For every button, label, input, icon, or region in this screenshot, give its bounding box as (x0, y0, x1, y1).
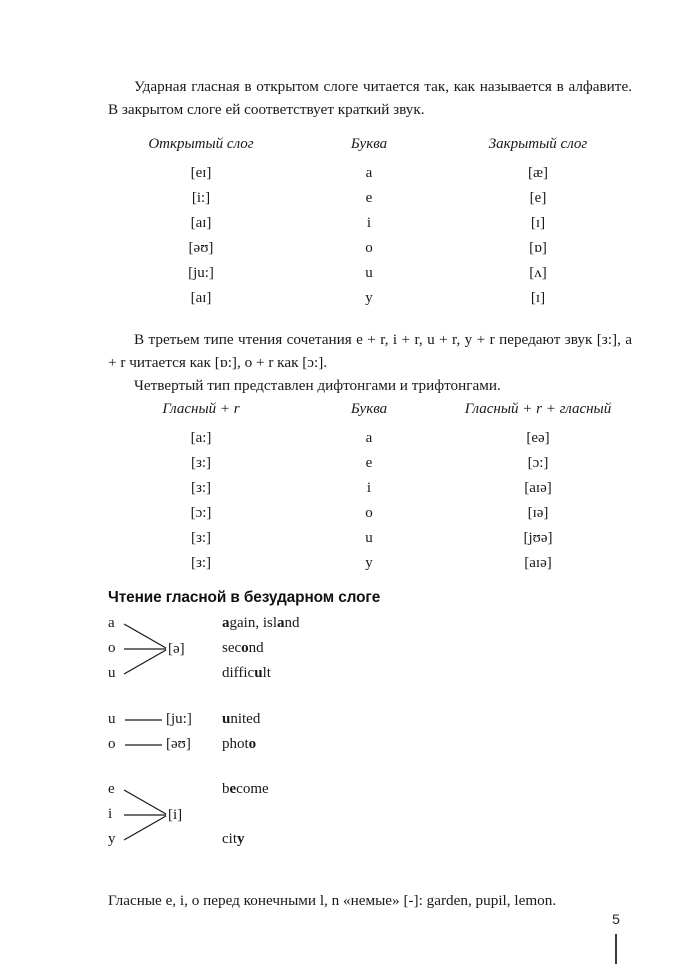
example-word (222, 661, 522, 686)
brace-group-short-i (108, 777, 528, 855)
cell-letter: e (365, 190, 373, 206)
table-row (108, 426, 632, 451)
cell-vowel-r: [з:] (190, 530, 212, 546)
bold-letter: o (241, 640, 249, 656)
bold-letter: e (229, 781, 237, 797)
brace-group-long-vowels (108, 707, 528, 757)
table-row (108, 526, 632, 551)
table-header-row (108, 136, 632, 161)
third-type-paragraph: В третьем типе чтения сочетания e + r, i + r, u + r, y + r передают звук [з:], a + r читается как [ɒ:], o + r как [ɔ:]. (108, 331, 632, 372)
cell-vowel-r-vowel: [ɪə] (527, 505, 549, 521)
group-phoneme: [i] (168, 807, 183, 823)
cell-vowel-r-vowel: [aɪə] (524, 480, 552, 496)
brace-connector-icon (122, 611, 172, 689)
cell-letter: i (366, 480, 372, 496)
cell-open: [i:] (191, 190, 211, 206)
cell-closed: [ɒ] (529, 240, 547, 256)
table-row (108, 451, 632, 476)
example-text: sec (222, 640, 242, 656)
cell-letter: o (365, 240, 373, 256)
cell-closed: [ɪ] (530, 290, 546, 306)
bold-letter: y (237, 831, 245, 847)
group-letter: a (108, 615, 115, 631)
example-spacer (222, 802, 522, 827)
brace-group-schwa (108, 611, 528, 689)
bold-letter: u (222, 711, 231, 727)
example-word (222, 611, 522, 636)
cell-letter: u (365, 265, 373, 281)
example-text: nited (230, 711, 261, 727)
group-letter: i (108, 806, 113, 822)
page-number: 5 (612, 911, 620, 927)
cell-closed: [e] (529, 190, 547, 206)
group-letter: o (108, 640, 116, 656)
table-row (108, 501, 632, 526)
group-letter: u (108, 711, 116, 727)
cell-open: [əʊ] (188, 240, 214, 256)
final-paragraph: Гласные e, i, o перед конечными l, n «немые» [-]: garden, pupil, lemon. (108, 892, 557, 910)
table-row (108, 211, 632, 236)
examples-column (222, 611, 522, 686)
group-letter: o (108, 736, 116, 752)
example-word (222, 827, 522, 852)
group-letter: e (108, 781, 115, 797)
cell-vowel-r: [a:] (190, 430, 212, 446)
example-text: lt (262, 665, 271, 681)
example-text: phot (222, 736, 249, 752)
cell-closed: [ʌ] (529, 265, 547, 281)
header-open-syllable: Открытый слог (148, 136, 254, 152)
cell-letter: y (365, 290, 373, 306)
cell-letter: u (365, 530, 373, 546)
bold-letter: u (254, 665, 263, 681)
table-row (108, 186, 632, 211)
example-text: cit (222, 831, 237, 847)
cell-vowel-r-vowel: [jʊə] (523, 530, 553, 546)
table-row (108, 476, 632, 501)
group-letter: y (108, 831, 116, 847)
header-vowel-r: Гласный + r (162, 401, 240, 417)
table-row (108, 551, 632, 576)
table-row (108, 161, 632, 186)
cell-letter: e (365, 455, 373, 471)
cell-vowel-r: [ɔ:] (190, 505, 212, 521)
group-phoneme: [ə] (168, 641, 185, 657)
cell-vowel-r: [з:] (190, 480, 212, 496)
dash-connector-icon (122, 707, 172, 759)
cell-letter: a (365, 165, 373, 181)
cell-open: [eɪ] (190, 165, 212, 181)
header-letter: Буква (350, 401, 388, 417)
example-text: come (236, 781, 269, 797)
table-open-closed-syllable (108, 136, 632, 311)
cell-open: [aɪ] (190, 290, 212, 306)
table-header-row (108, 401, 632, 426)
cell-vowel-r-vowel: [ɔ:] (527, 455, 549, 471)
example-word (222, 777, 522, 802)
table-row (108, 261, 632, 286)
cell-vowel-r: [з:] (190, 555, 212, 571)
header-closed-syllable: Закрытый слог (488, 136, 588, 152)
unstressed-syllable-heading: Чтение гласной в безударном слоге (108, 589, 381, 606)
header-letter: Буква (350, 136, 388, 152)
fourth-type-paragraph: Четвертый тип представлен дифтонгами и трифтонгами. (134, 377, 501, 395)
cell-letter: y (365, 555, 373, 571)
cell-closed: [æ] (528, 165, 548, 181)
cell-letter: a (365, 430, 373, 446)
table-vowel-r-groups (108, 401, 632, 576)
brace-connector-icon (122, 777, 172, 855)
group-phoneme: [əʊ] (166, 736, 191, 752)
header-vowel-r-vowel: Гласный + r + гласный (464, 401, 612, 417)
bold-letter: o (248, 736, 257, 752)
examples-column (222, 777, 522, 852)
cell-open: [ju:] (188, 265, 214, 281)
example-text: nd (248, 640, 264, 656)
example-text: gain, isl (229, 615, 277, 631)
intro-paragraph: Ударная гласная в открытом слоге читается так, как называется в алфавите. В закрытом слоге ей соответствует краткий звук. (108, 78, 632, 119)
cell-open: [aɪ] (190, 215, 212, 231)
table-row (108, 236, 632, 261)
bold-letter: a (222, 615, 230, 631)
cell-letter: o (365, 505, 373, 521)
example-word (222, 707, 522, 732)
examples-column (222, 707, 522, 757)
group-phoneme: [ju:] (166, 711, 192, 727)
example-text: diffic (222, 665, 255, 681)
example-text: b (222, 781, 230, 797)
cell-vowel-r-vowel: [eə] (526, 430, 550, 446)
example-word (222, 636, 522, 661)
cell-vowel-r-vowel: [aɪə] (524, 555, 552, 571)
bold-letter: a (277, 615, 285, 631)
footer-rule (615, 934, 617, 964)
table-row (108, 286, 632, 311)
cell-letter: i (366, 215, 372, 231)
example-word (222, 732, 522, 757)
cell-vowel-r: [з:] (190, 455, 212, 471)
cell-closed: [ɪ] (530, 215, 546, 231)
example-text: nd (284, 615, 300, 631)
group-letter: u (108, 665, 116, 681)
